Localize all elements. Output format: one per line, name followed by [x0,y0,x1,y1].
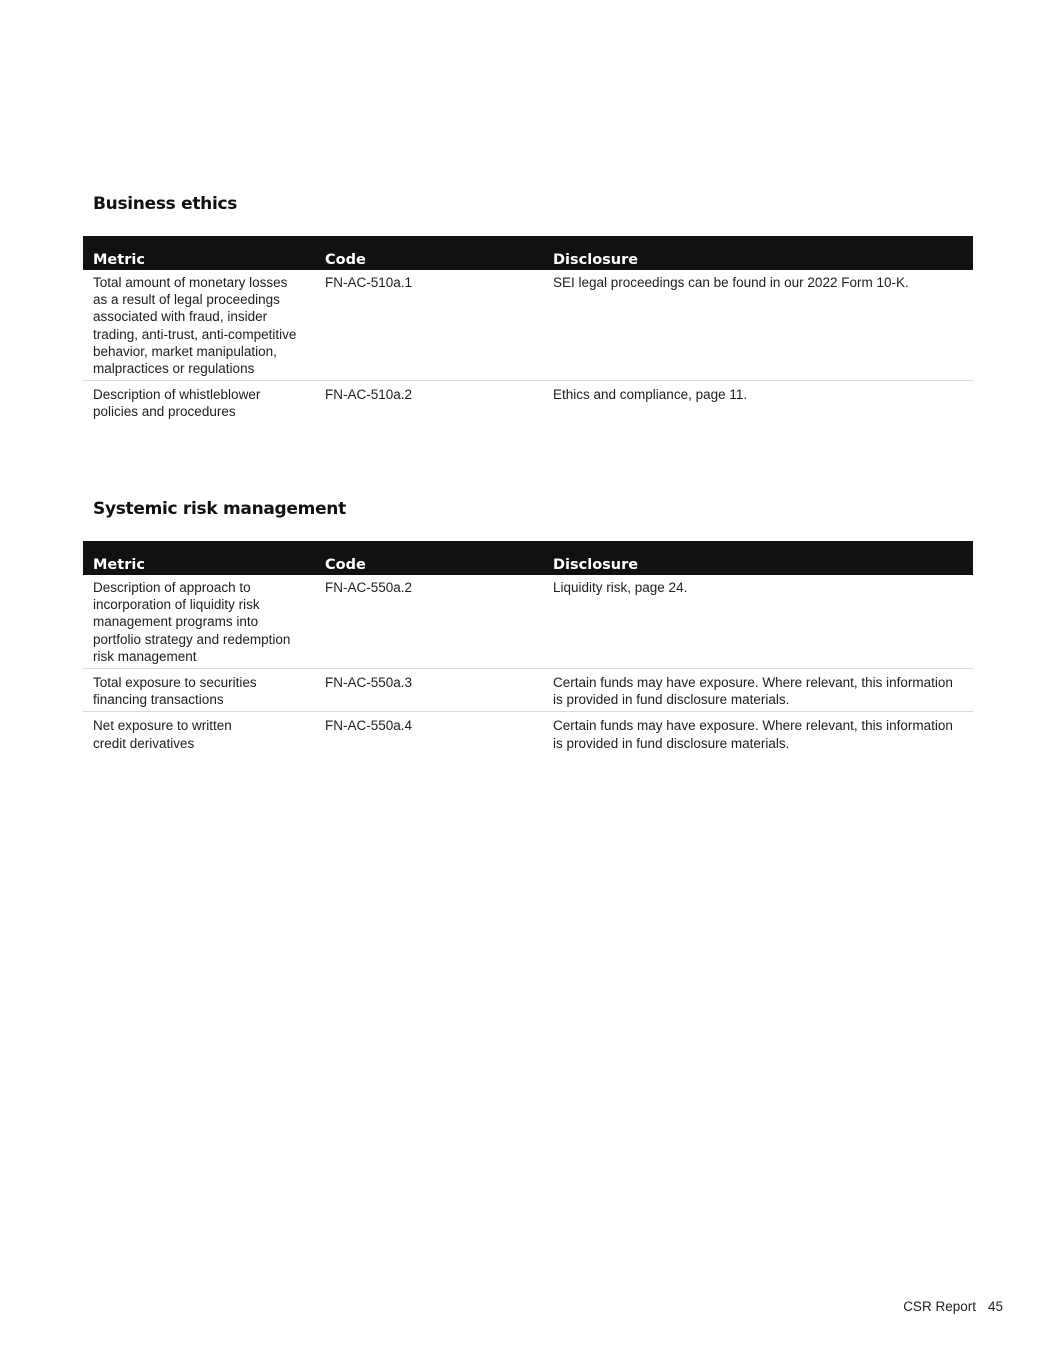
code-cell: FN-AC-550a.2 [315,575,543,669]
disclosure-cell: Liquidity risk, page 24. [543,575,973,669]
report-name: CSR Report [903,1299,976,1314]
metric-cell: Net exposure to written credit derivatives [93,718,232,751]
code-column-header: Code [315,236,543,270]
section-title: Business ethics [93,194,238,214]
disclosure-column-header: Disclosure [543,541,973,575]
code-cell: FN-AC-550a.4 [325,718,413,734]
business-ethics-section [83,192,973,424]
systemic-risk-table [83,541,973,755]
metric-cell: Description of approach to incorporation of liquidity risk management programs into portfolio strategy and redemption risk management [83,575,315,669]
code-cell: FN-AC-550a.3 [315,669,543,712]
metric-column-header: Metric [83,236,315,270]
disclosure-cell: Ethics and compliance, page 11. [553,387,748,403]
metric-cell: Total exposure to securities financing transactions [83,669,315,712]
table-row [83,270,973,381]
disclosure-cell: SEI legal proceedings can be found in our 2022 Form 10-K. [543,270,973,381]
table-row [83,575,973,669]
systemic-risk-section [83,497,973,755]
table-header-row [83,541,973,575]
page-number: 45 [987,1299,1003,1314]
code-cell: FN-AC-510a.1 [315,270,543,381]
disclosure-cell: Certain funds may have exposure. Where relevant, this information is provided in fund disclosure materials. [543,669,973,712]
code-column-header: Code [315,541,543,575]
disclosure-cell: Certain funds may have exposure. Where relevant, this information is provided in fund disclosure materials. [553,718,953,751]
metric-cell: Total amount of monetary losses as a result of legal proceedings associated with fraud, insider trading, anti-trust, anti-competitive behavior, market manipulation, malpractices or regulations [83,270,315,381]
table-row [83,669,973,712]
table-row [83,712,973,755]
code-cell: FN-AC-510a.2 [325,387,413,403]
table-row [83,381,973,424]
disclosure-column-header: Disclosure [543,236,973,270]
table-header-row [83,236,973,270]
metric-cell: Description of whistleblower policies and procedures [93,387,261,420]
business-ethics-table [83,236,973,424]
page-footer [903,1299,1003,1314]
section-title: Systemic risk management [93,499,346,519]
metric-column-header: Metric [83,541,315,575]
